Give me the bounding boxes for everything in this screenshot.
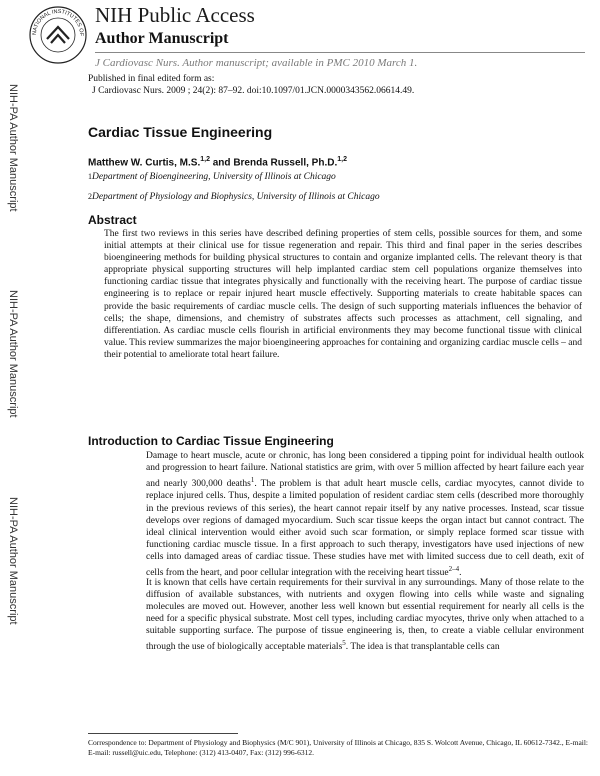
- footnote-rule: [88, 733, 238, 734]
- sidebar-label: NIH-PA Author Manuscript: [7, 497, 19, 625]
- author-conjunction: and: [212, 157, 231, 169]
- affiliation-number: 2: [88, 192, 92, 201]
- logo-text: NATIONAL INSTITUTES OF: [31, 8, 85, 37]
- author-name: Matthew W. Curtis, M.S.: [88, 157, 201, 169]
- abstract-text: The first two reviews in this series have described defining properties of stem cells, possible sources for them, and some initial attempts at their clinical use for tissue regeneration and repair. This third and final paper in the series describes bioengineering methods for building physical structures to contain and organize implanted cells. The relevant theory is that appropriate physical supporting structures will help implanted cardiac stem cell populations organize themselves into functioning cardiac tissue that integrates physically and functionally with the receiving heart. The purpose of cardiac tissue engineering is to replace or repair injured heart muscle effectively. Supporting materials to create habitable spaces can provide the basic requirements of cardiac muscle cells. The design of such supporting materials influences the behavior of cells; the shape, dimensions, and chemistry of substrates affects such processes as attachment, cell signaling, and differentiation. As cardiac muscle cells flourish in artificial environments they may become functional tissue with clinical value. This review summarizes the major bioengineering approaches for containing and organizing cardiac muscle cells – and their potential to ameliorate total heart failure.: [104, 229, 582, 360]
- citation-ref[interactable]: 5: [342, 639, 346, 648]
- journal-reference: J Cardiovasc Nurs. 2009 ; 24(2): 87–92. doi:10.1097/01.JCN.0000343562.06614.49.: [92, 86, 415, 96]
- author-list: [88, 156, 347, 168]
- citation-ref[interactable]: 2–4: [448, 565, 460, 573]
- nih-public-access-title: NIH Public Access: [95, 3, 255, 27]
- section-heading: Introduction to Cardiac Tissue Engineering: [88, 434, 334, 448]
- citation-ref[interactable]: 1: [250, 476, 255, 485]
- header-citation: J Cardiovasc Nurs. Author manuscript; available in PMC 2010 March 1.: [95, 57, 418, 69]
- sidebar-label: NIH-PA Author Manuscript: [7, 290, 19, 418]
- body-paragraph: Damage to heart muscle, acute or chronic, has long been considered a tipping point for individual health outlook and progression to heart failure. National statistics are grim, with over 5 million affected by heart failure each year and nearly 300,000 deaths$^1$. The problem is that adult heart muscle cells, cardiac myocytes, cannot divide to replace injured cells. Thus, despite a limited population of resident cardiac stem cells (described more thoroughly in the previous reviews of this series), the heart cannot repair itself by any native processes. Instead, scar tissue develops over regions of damaged myocardium. Such scar tissue keeps the organ intact but cannot contract. The ideal clinical intervention would either avoid such scar formation, or simply replace formed scar tissue with functioning cardiac muscle tissue. In a first approach to such therapy, investigators have used injections of new cells into damaged areas of cardiac tissue. These studies have met with limited success due to cell death, exit of cells from the heart, and poor cellular integration with the receiving heart tissue$^{2-4}$.: [146, 451, 584, 579]
- author-name: Brenda Russell, Ph.D.: [233, 157, 338, 169]
- sidebar-label: NIH-PA Author Manuscript: [7, 84, 19, 212]
- affiliation-text: Department of Bioengineering, University of Illinois at Chicago: [92, 172, 336, 182]
- article-title: Cardiac Tissue Engineering: [88, 124, 273, 140]
- correspondence-footnote: Correspondence to: Department of Physiology and Biophysics (M/C 901), University of Illinois at Chicago, 835 S. Wolcott Avenue, Chicago, IL 60612-7342., E-mail: E-mail: russell@uic.edu, Telephone: (312) 413-0407, Fax: (312) 996-6312.: [88, 738, 589, 757]
- author-affiliation-marker: 1,2: [200, 156, 210, 163]
- nih-logo: [28, 5, 88, 65]
- affiliation: [88, 192, 380, 202]
- abstract-heading: Abstract: [88, 213, 137, 227]
- affiliation-text: Department of Physiology and Biophysics, University of Illinois at Chicago: [92, 192, 380, 202]
- body-paragraph: It is known that cells have certain requirements for their survival in any surroundings. Many of those relate to the diffusion of available substances, with nutrients and oxygen flowing into cells while waste and signaling molecules are moved out. However, another less well known but essential requirement for nearly all cells is the need for a specific physical substrate. Most cell types, including cardiac myocytes, thrive only when attached to a suitable supporting surface. The purpose of tissue engineering is, then, to create a viable cellular environment through the use of biologically acceptable materials$^5$. The idea is that transplantable cells can: [146, 578, 584, 653]
- affiliation-number: 1: [88, 172, 92, 181]
- affiliation: [88, 172, 336, 182]
- header-rule: [95, 52, 585, 53]
- author-manuscript-label: Author Manuscript: [95, 30, 229, 47]
- author-affiliation-marker: 1,2: [337, 156, 347, 163]
- published-line: Published in final edited form as:: [88, 74, 215, 84]
